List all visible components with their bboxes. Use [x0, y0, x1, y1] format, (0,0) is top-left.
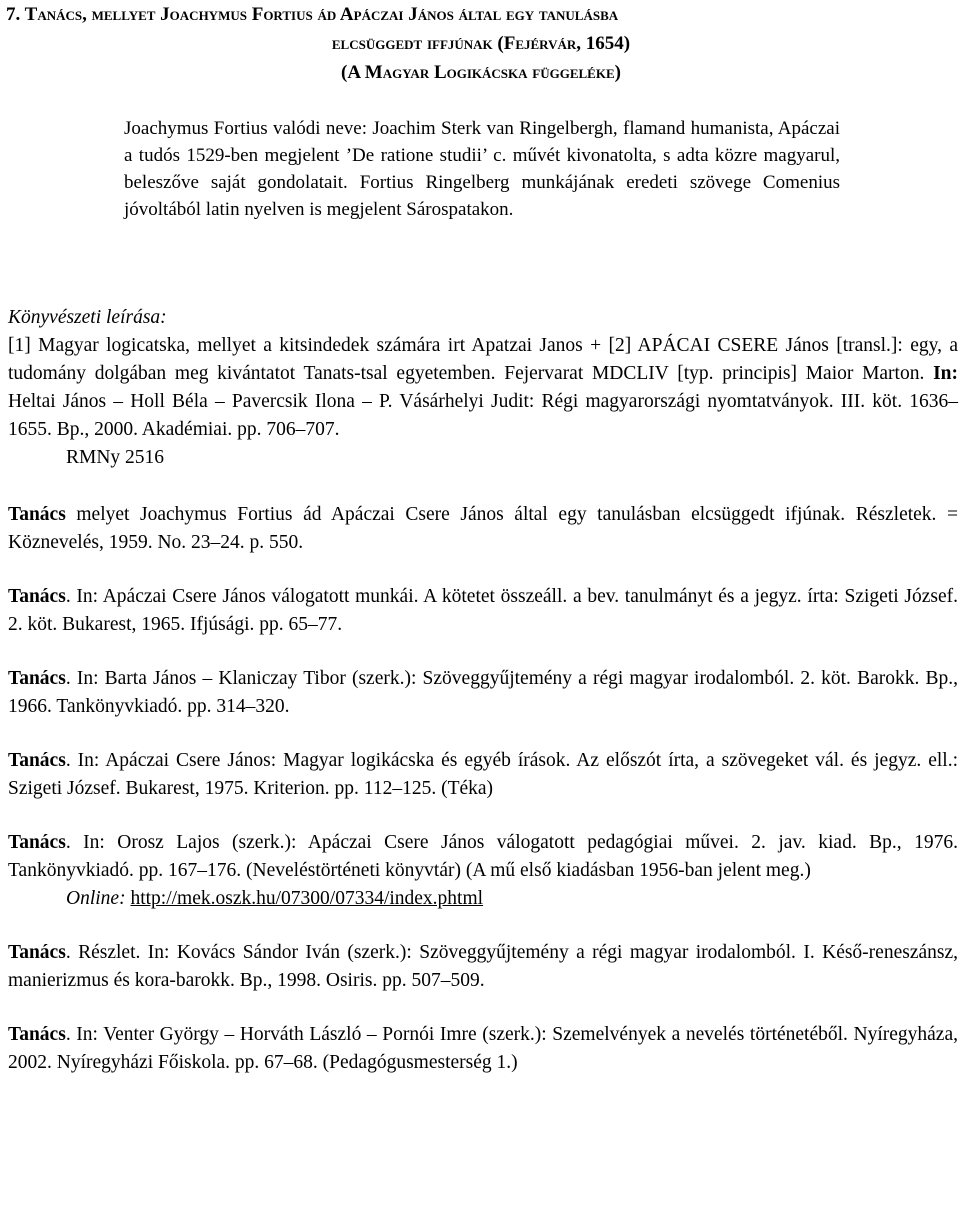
- title-line-3: (A Magyar Logikácska függeléke): [341, 62, 621, 83]
- entry-title: Tanács: [8, 832, 66, 853]
- entry-title: Tanács: [8, 750, 66, 771]
- page-title: [6, 0, 956, 87]
- entry-text: . Részlet. In: Kovács Sándor Iván (szerk.): Szöveggyűjtemény a régi magyar irodalomból. I. Késő-reneszánsz, manierizmus és kora-barokk. Bp., 1998. Osiris. pp. 507–509.: [8, 942, 958, 991]
- title-line-2: elcsüggedt iffjúnak (Fejérvár, 1654): [331, 33, 631, 54]
- bibliography-in-text: Heltai János – Holl Béla – Pavercsik Ilona – P. Vásárhelyi Judit: Régi magyarországi nyomtatványok. III. köt. 1636–1655. Bp., 2000. Akadémiai. pp. 706–707.: [8, 391, 958, 440]
- entry-4: [8, 747, 958, 803]
- bibliography-in-label: In:: [933, 363, 958, 384]
- entry-text: . In: Venter György – Horváth László – Pornói Imre (szerk.): Szemelvények a nevelés történetéből. Nyíregyháza, 2002. Nyíregyházi Főiskola. pp. 67–68. (Pedagógusmesterség 1.): [8, 1024, 958, 1073]
- entry-title: Tanács: [8, 586, 66, 607]
- intro-text: Joachymus Fortius valódi neve: Joachim Sterk van Ringelbergh, flamand humanista, Apáczai a tudós 1529-ben megjelent ’De ratione studii’ c. művét kivonatolta, s adta közre magyarul, beleszőve saját gondolatait. Fortius Ringelberg munkájának eredeti szövege Comenius jóvoltából latin nyelven is megjelent Sárospatakon.: [124, 118, 840, 220]
- entry-text: . In: Barta János – Klaniczay Tibor (szerk.): Szöveggyűjtemény a régi magyar irodalomból. 2. köt. Barokk. Bp., 1966. Tankönyvkiadó. pp. 314–320.: [8, 668, 958, 717]
- entry-7: [8, 1021, 958, 1077]
- entry-title: Tanács: [8, 942, 66, 963]
- title-line-1: 7. Tanács, mellyet Joachymus Fortius ád Apáczai János által egy tanulásba: [6, 4, 619, 25]
- online-link[interactable]: http://mek.oszk.hu/07300/07334/index.phtml: [130, 888, 484, 909]
- entry-6: [8, 939, 958, 995]
- online-line: [8, 885, 958, 913]
- bibliography-description: [8, 332, 958, 444]
- online-label: Online:: [66, 888, 126, 909]
- entry-title: Tanács: [8, 668, 66, 689]
- bibliography-section: [8, 304, 958, 1077]
- entry-3: [8, 665, 958, 721]
- entry-1: [8, 501, 958, 557]
- entry-text: melyet Joachymus Fortius ád Apáczai Csere János által egy tanulásban elcsüggedt ifjúnak. Részletek. = Köznevelés, 1959. No. 23–24. p. 550.: [8, 504, 958, 553]
- entry-text: . In: Orosz Lajos (szerk.): Apáczai Csere János válogatott pedagógiai művei. 2. jav. kiad. Bp., 1976. Tankönyvkiadó. pp. 167–176. (Neveléstörténeti könyvtár) (A mű első kiadásban 1956-ban jelent meg.): [8, 832, 958, 881]
- intro-paragraph: [124, 115, 840, 223]
- entry-title: Tanács: [8, 1024, 66, 1045]
- entry-2: [8, 583, 958, 639]
- rmny-reference: RMNy 2516: [66, 447, 165, 468]
- entry-text: . In: Apáczai Csere János válogatott munkái. A kötetet összeáll. a bev. tanulmányt és a jegyz. írta: Szigeti József. 2. köt. Bukarest, 1965. Ifjúsági. pp. 65–77.: [8, 586, 958, 635]
- bibliography-text: [1] Magyar logicatska, mellyet a kitsindedek számára irt Apatzai Janos + [2] APÁCAI CSERE János [transl.]: egy, a tudomány dolgában meg kivántatot Tanats-tsal egyetemben. Fejervarat MDCLIV [typ. principis] Maior Marton.: [8, 335, 958, 384]
- entry-5: [8, 829, 958, 885]
- entry-title: Tanács: [8, 504, 66, 525]
- entry-text: . In: Apáczai Csere János: Magyar logikácska és egyéb írások. Az előszót írta, a szövegeket vál. és jegyz. ell.: Szigeti József. Bukarest, 1975. Kriterion. pp. 112–125. (Téka): [8, 750, 958, 799]
- bibliography-label: Könyvészeti leírása:: [8, 307, 167, 328]
